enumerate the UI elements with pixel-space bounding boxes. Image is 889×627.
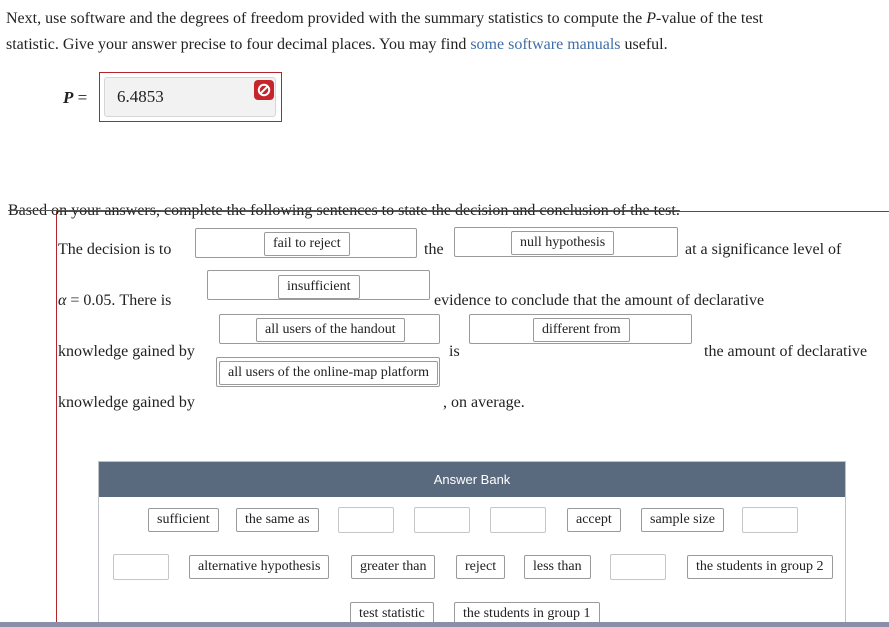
sentence-text <box>58 291 171 311</box>
chip-all-users-of-the-handout[interactable]: all users of the handout <box>256 318 405 342</box>
bank-chip-alternative-hypothesis[interactable]: alternative hypothesis <box>189 555 329 579</box>
drop-slot-3[interactable] <box>207 270 430 300</box>
p-symbol: P <box>646 10 657 27</box>
intro-text: statistic. Give your answer precise to four decimal places. You may find <box>6 36 471 53</box>
bank-empty-slot <box>742 507 798 533</box>
sentence-text: the amount of declarative <box>704 343 868 360</box>
sentence-text: = 0.05. There is <box>66 292 172 309</box>
bottom-scroll-bar[interactable] <box>0 622 889 627</box>
drop-slot-4[interactable] <box>219 314 440 344</box>
sentence-text: , on average. <box>443 394 525 411</box>
drop-slot-1[interactable] <box>195 228 417 258</box>
bank-empty-slot <box>113 554 169 580</box>
bank-chip-the-same-as[interactable]: the same as <box>236 508 319 532</box>
bank-chip-sufficient[interactable]: sufficient <box>148 508 219 532</box>
drop-slot-6[interactable] <box>216 357 440 387</box>
chip-all-users-of-online-map-platform[interactable]: all users of the online-map platform <box>219 361 438 385</box>
intro-line-2 <box>6 33 668 57</box>
chip-fail-to-reject[interactable]: fail to reject <box>264 232 350 256</box>
sentence-text: the <box>424 241 444 258</box>
drop-slot-5[interactable] <box>469 314 692 344</box>
bank-chip-less-than[interactable]: less than <box>524 555 591 579</box>
p-value-input[interactable]: 6.4853 <box>104 77 276 117</box>
chip-insufficient[interactable]: insufficient <box>278 275 360 299</box>
intro-text: useful. <box>620 36 668 53</box>
sentence-text: knowledge gained by <box>58 343 195 360</box>
alpha-symbol: α <box>58 292 67 309</box>
prohibited-icon <box>254 80 274 100</box>
sentence-text: at a significance level of <box>685 241 842 258</box>
answer-bank-title: Answer Bank <box>99 462 845 497</box>
sentence-frame-left <box>56 211 57 627</box>
bank-chip-test-statistic[interactable]: test statistic <box>350 602 434 626</box>
drop-slot-2[interactable] <box>454 227 678 257</box>
bank-chip-reject[interactable]: reject <box>456 555 505 579</box>
chip-different-from[interactable]: different from <box>533 318 630 342</box>
intro-text: -value of the test <box>656 10 764 27</box>
chip-null-hypothesis[interactable]: null hypothesis <box>511 231 614 255</box>
intro-line-1 <box>6 7 763 31</box>
p-label-equals: = <box>73 88 88 107</box>
bank-chip-the-students-in-group-2[interactable]: the students in group 2 <box>687 555 833 579</box>
bank-chip-greater-than[interactable]: greater than <box>351 555 435 579</box>
bank-empty-slot <box>414 507 470 533</box>
bank-chip-sample-size[interactable]: sample size <box>641 508 724 532</box>
software-manuals-link[interactable]: some software manuals <box>470 36 621 53</box>
sentence-text: is <box>449 343 460 360</box>
bank-empty-slot <box>490 507 546 533</box>
sentence-text: knowledge gained by <box>58 394 195 411</box>
p-label-symbol: P <box>63 88 74 107</box>
p-value-answer-box <box>99 72 282 122</box>
answer-bank <box>98 461 846 627</box>
intro-text: Next, use software and the degrees of freedom provided with the summary statistics to compute the <box>6 10 647 27</box>
instructions: Based on your answers, complete the following sentences to state the decision and conclusion of the test. <box>8 202 680 219</box>
bank-empty-slot <box>610 554 666 580</box>
bank-empty-slot <box>338 507 394 533</box>
p-label <box>63 88 87 108</box>
sentence-text: evidence to conclude that the amount of declarative <box>434 292 765 309</box>
bank-chip-the-students-in-group-1[interactable]: the students in group 1 <box>454 602 600 626</box>
sentence-text: The decision is to <box>58 241 172 258</box>
bank-chip-accept[interactable]: accept <box>567 508 621 532</box>
